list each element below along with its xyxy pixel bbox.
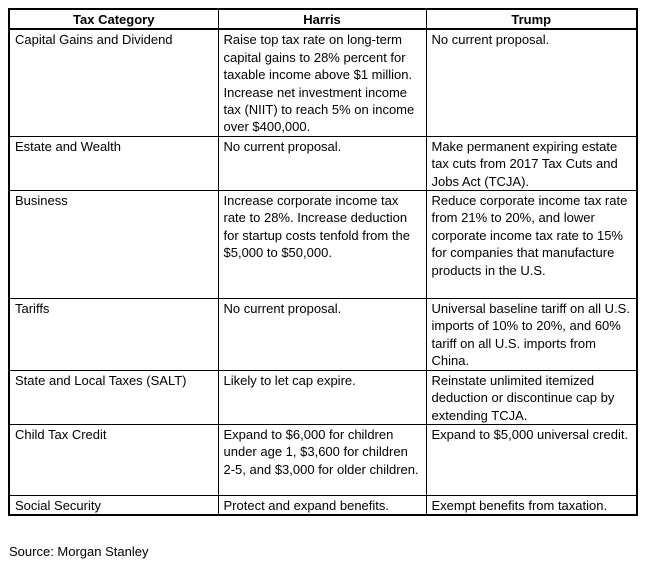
harris-cell: Raise top tax rate on long-term capital gains to 28% percent for taxable income above $1 million. Increase net investment income tax (NIIT) to reach 5% on income over $400,000. (218, 29, 426, 136)
table-row-tariffs (9, 299, 637, 371)
category-cell: State and Local Taxes (SALT) (9, 370, 218, 424)
trump-cell: Reduce corporate income tax rate from 21% to 20%, and lower corporate income tax rate to 15% for companies that manufacture products in the U.S. (426, 191, 637, 299)
table-row-capital-gains (9, 29, 637, 136)
table-row-salt (9, 370, 637, 424)
trump-cell: Reinstate unlimited itemized deduction or discontinue cap by extending TCJA. (426, 370, 637, 424)
tax-comparison-table (8, 8, 638, 516)
category-cell: Capital Gains and Dividend (9, 29, 218, 136)
category-cell: Social Security (9, 495, 218, 515)
trump-cell: No current proposal. (426, 29, 637, 136)
trump-cell: Universal baseline tariff on all U.S. imports of 10% to 20%, and 60% tariff on all U.S. imports from China. (426, 299, 637, 371)
harris-cell: Increase corporate income tax rate to 28%. Increase deduction for startup costs tenfold from the $5,000 to $50,000. (218, 191, 426, 299)
table-row-social-security (9, 495, 637, 515)
table-row-business (9, 191, 637, 299)
trump-cell: Make permanent expiring estate tax cuts from 2017 Tax Cuts and Jobs Act (TCJA). (426, 136, 637, 190)
harris-cell: Likely to let cap expire. (218, 370, 426, 424)
harris-cell: No current proposal. (218, 299, 426, 371)
header-tax-category: Tax Category (9, 9, 218, 29)
source-note: Source: Morgan Stanley (9, 544, 149, 559)
category-cell: Child Tax Credit (9, 424, 218, 495)
table-row-child-tax-credit (9, 424, 637, 495)
header-row (9, 9, 637, 29)
category-cell: Business (9, 191, 218, 299)
header-trump: Trump (426, 9, 637, 29)
trump-cell: Exempt benefits from taxation. (426, 495, 637, 515)
header-harris: Harris (218, 9, 426, 29)
category-cell: Tariffs (9, 299, 218, 371)
table-row-estate-wealth (9, 136, 637, 190)
harris-cell: No current proposal. (218, 136, 426, 190)
harris-cell: Expand to $6,000 for children under age 1, $3,600 for children 2-5, and $3,000 for older children. (218, 424, 426, 495)
trump-cell: Expand to $5,000 universal credit. (426, 424, 637, 495)
harris-cell: Protect and expand benefits. (218, 495, 426, 515)
category-cell: Estate and Wealth (9, 136, 218, 190)
